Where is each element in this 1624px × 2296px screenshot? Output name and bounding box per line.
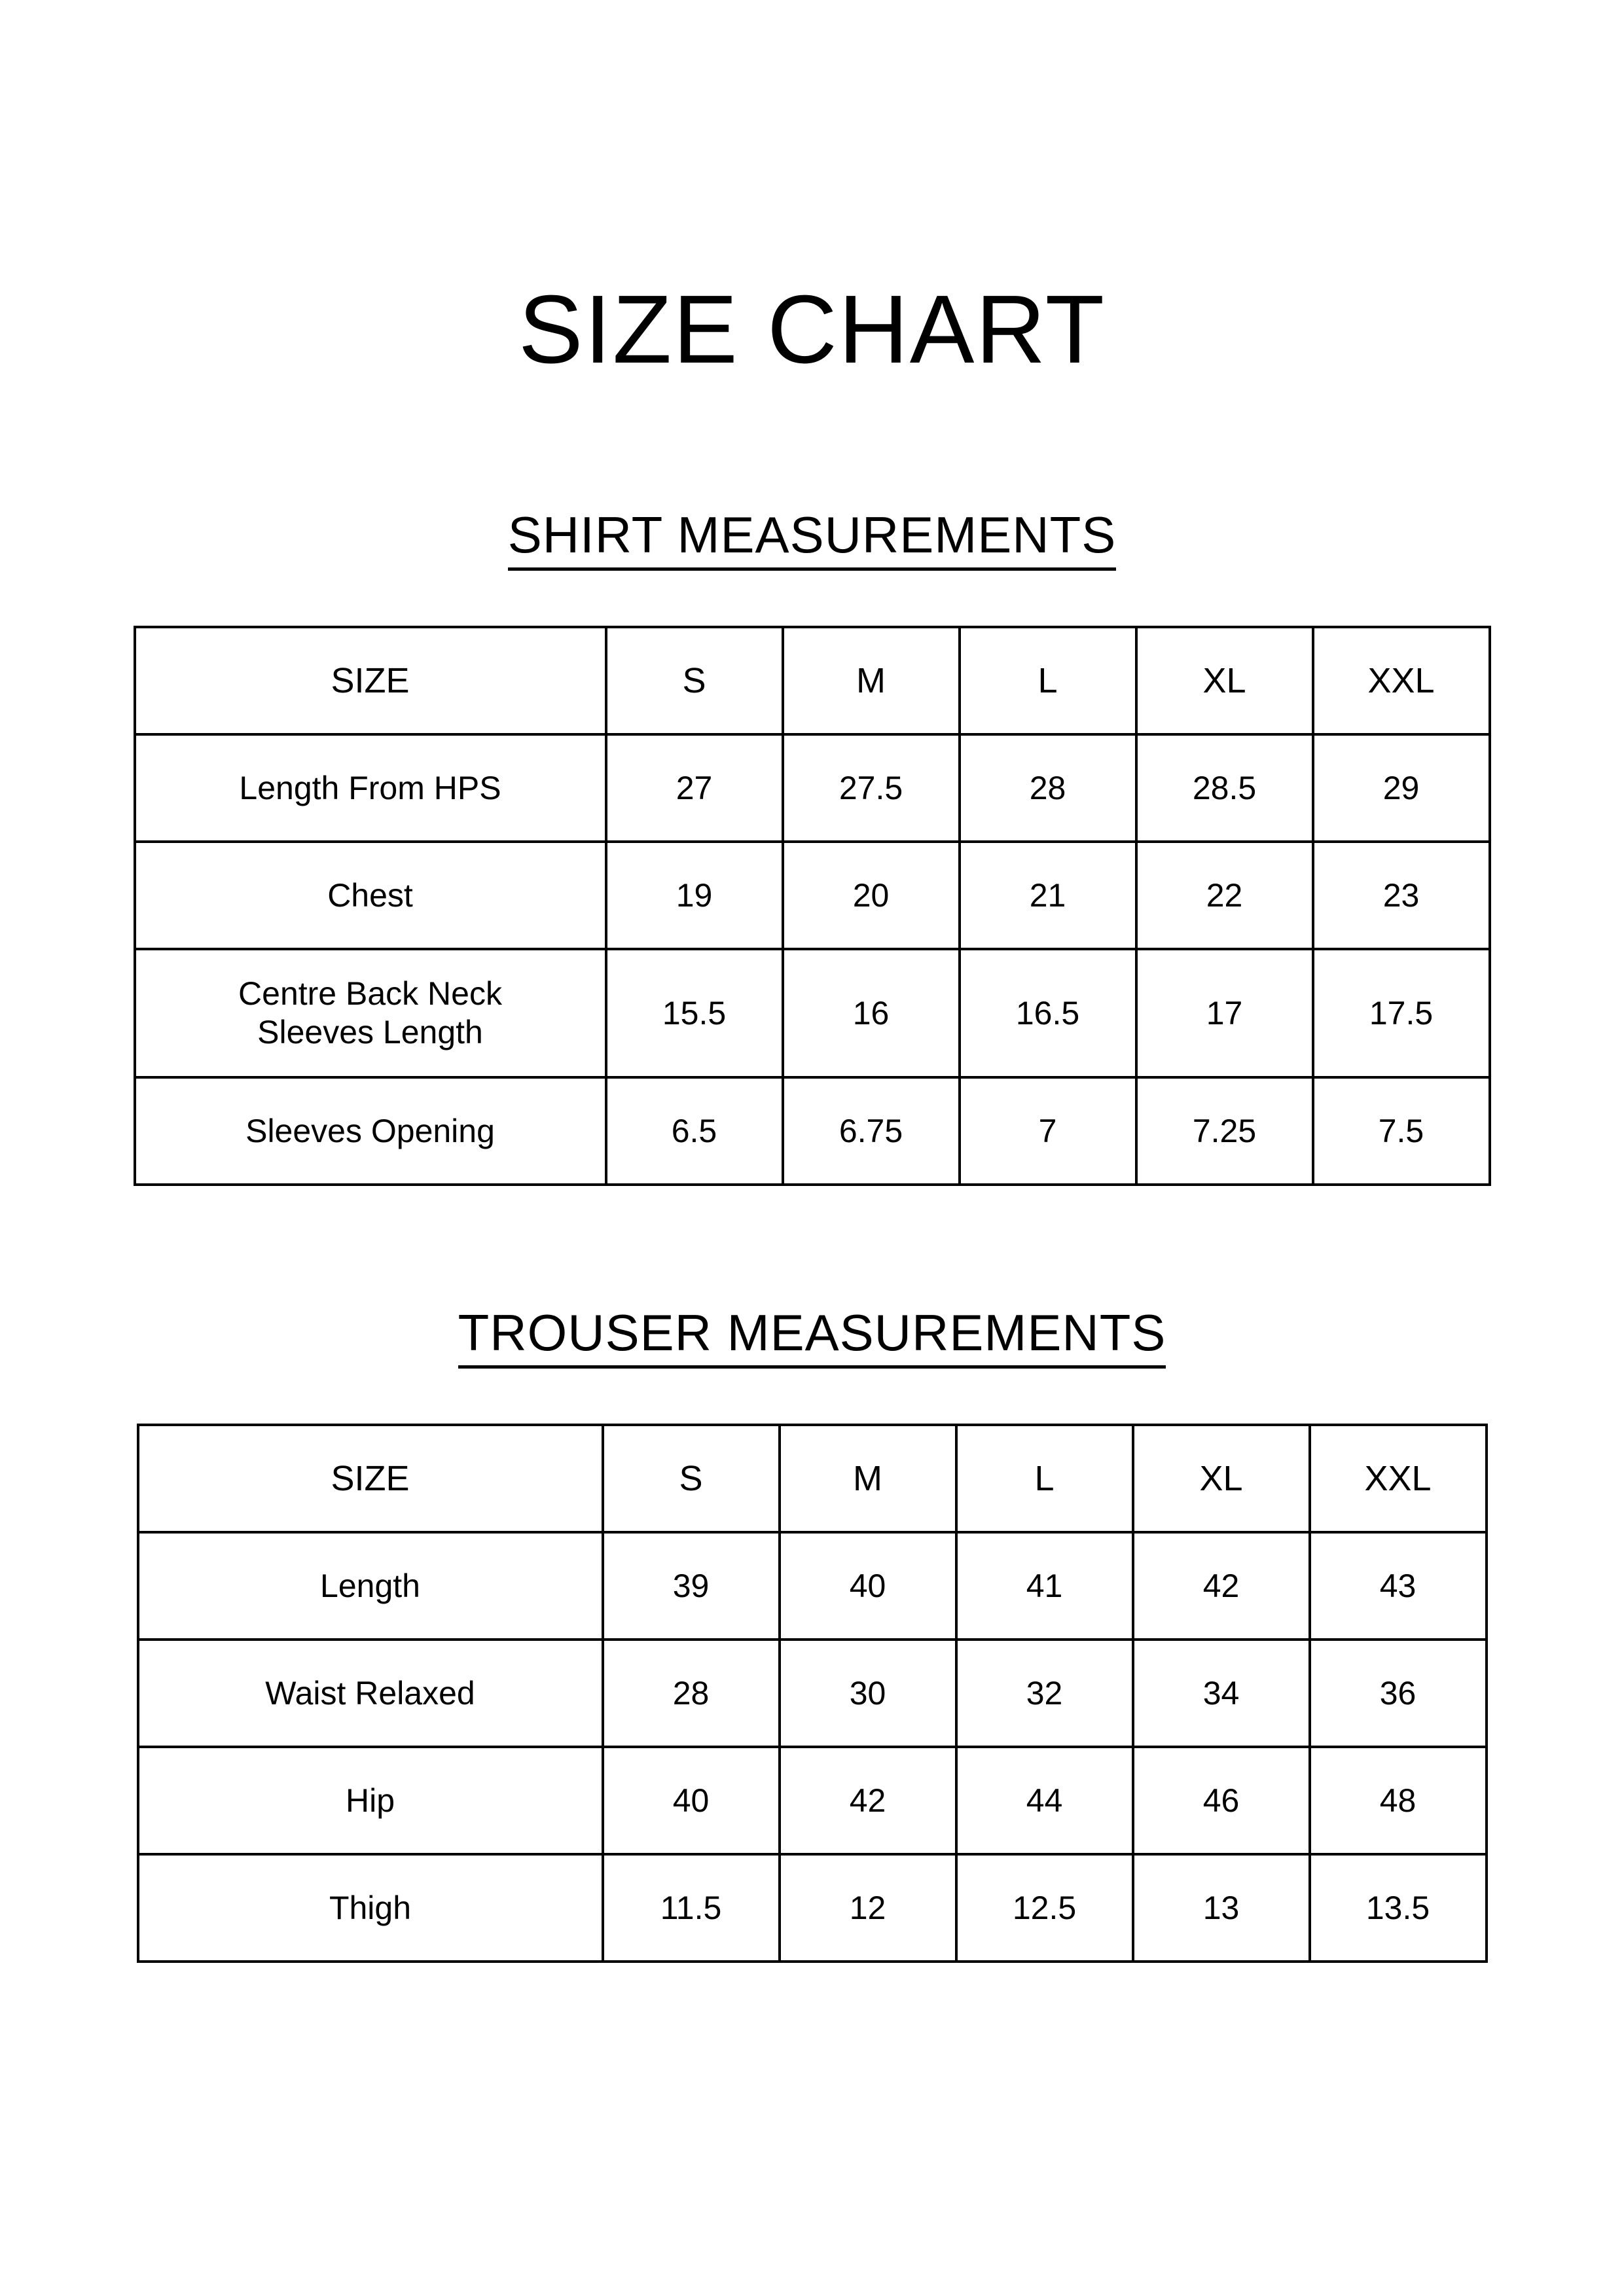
row-value: 7 [960,1077,1136,1185]
row-value: 16 [783,949,960,1077]
row-value: 34 [1133,1640,1310,1747]
row-value: 17 [1136,949,1313,1077]
trouser-measurements-table [137,1424,1488,1963]
row-value: 27 [606,734,783,842]
row-value: 13 [1133,1854,1310,1962]
shirt-measurements-section [0,378,1624,1186]
table-row [135,1077,1490,1185]
row-label-line1: Centre Back Neck [238,975,502,1012]
row-value: 40 [603,1747,780,1854]
row-value: 29 [1313,734,1490,842]
table-row [135,734,1490,842]
row-label: Thigh [138,1854,603,1962]
header-cell-m: M [780,1425,956,1532]
trouser-measurements-section [0,1186,1624,1963]
trouser-table-container [0,1424,1624,1963]
row-value: 15.5 [606,949,783,1077]
row-value: 28.5 [1136,734,1313,842]
row-value: 32 [956,1640,1133,1747]
row-value: 28 [960,734,1136,842]
header-cell-l: L [956,1425,1133,1532]
row-value: 23 [1313,842,1490,949]
table-header-row [135,627,1490,734]
row-value: 22 [1136,842,1313,949]
row-value: 44 [956,1747,1133,1854]
row-value: 6.75 [783,1077,960,1185]
row-value: 41 [956,1532,1133,1640]
header-cell-s: S [606,627,783,734]
header-cell-xl: XL [1136,627,1313,734]
row-value: 40 [780,1532,956,1640]
row-value: 7.25 [1136,1077,1313,1185]
header-cell-size: SIZE [135,627,606,734]
row-value: 48 [1310,1747,1487,1854]
table-row [138,1640,1487,1747]
header-cell-xl: XL [1133,1425,1310,1532]
row-value: 43 [1310,1532,1487,1640]
header-cell-xxl: XXL [1313,627,1490,734]
row-label [135,949,606,1077]
row-label: Length From HPS [135,734,606,842]
table-row [135,842,1490,949]
header-cell-xxl: XXL [1310,1425,1487,1532]
row-value: 27.5 [783,734,960,842]
table-row [138,1747,1487,1854]
header-cell-size: SIZE [138,1425,603,1532]
row-value: 7.5 [1313,1077,1490,1185]
shirt-section-heading [0,506,1624,564]
table-row [135,949,1490,1077]
row-value: 6.5 [606,1077,783,1185]
row-value: 39 [603,1532,780,1640]
row-value: 28 [603,1640,780,1747]
row-value: 16.5 [960,949,1136,1077]
table-row [138,1532,1487,1640]
row-label: Waist Relaxed [138,1640,603,1747]
row-value: 19 [606,842,783,949]
table-row [138,1854,1487,1962]
shirt-section-heading-text: SHIRT MEASUREMENTS [508,506,1117,571]
page-title: SIZE CHART [518,276,1106,384]
row-value: 17.5 [1313,949,1490,1077]
shirt-table-container [0,626,1624,1186]
header-cell-l: L [960,627,1136,734]
row-value: 46 [1133,1747,1310,1854]
row-value: 30 [780,1640,956,1747]
row-value: 12.5 [956,1854,1133,1962]
row-value: 12 [780,1854,956,1962]
shirt-measurements-table [134,626,1491,1186]
row-value: 21 [960,842,1136,949]
row-label: Length [138,1532,603,1640]
trouser-section-heading-text: TROUSER MEASUREMENTS [458,1304,1166,1369]
row-label: Sleeves Opening [135,1077,606,1185]
row-value: 42 [780,1747,956,1854]
header-cell-s: S [603,1425,780,1532]
row-value: 11.5 [603,1854,780,1962]
row-value: 20 [783,842,960,949]
row-label-line2: Sleeves Length [257,1014,483,1050]
table-header-row [138,1425,1487,1532]
row-value: 36 [1310,1640,1487,1747]
header-cell-m: M [783,627,960,734]
row-value: 13.5 [1310,1854,1487,1962]
row-label: Chest [135,842,606,949]
row-label: Hip [138,1747,603,1854]
row-value: 42 [1133,1532,1310,1640]
trouser-section-heading [0,1304,1624,1361]
